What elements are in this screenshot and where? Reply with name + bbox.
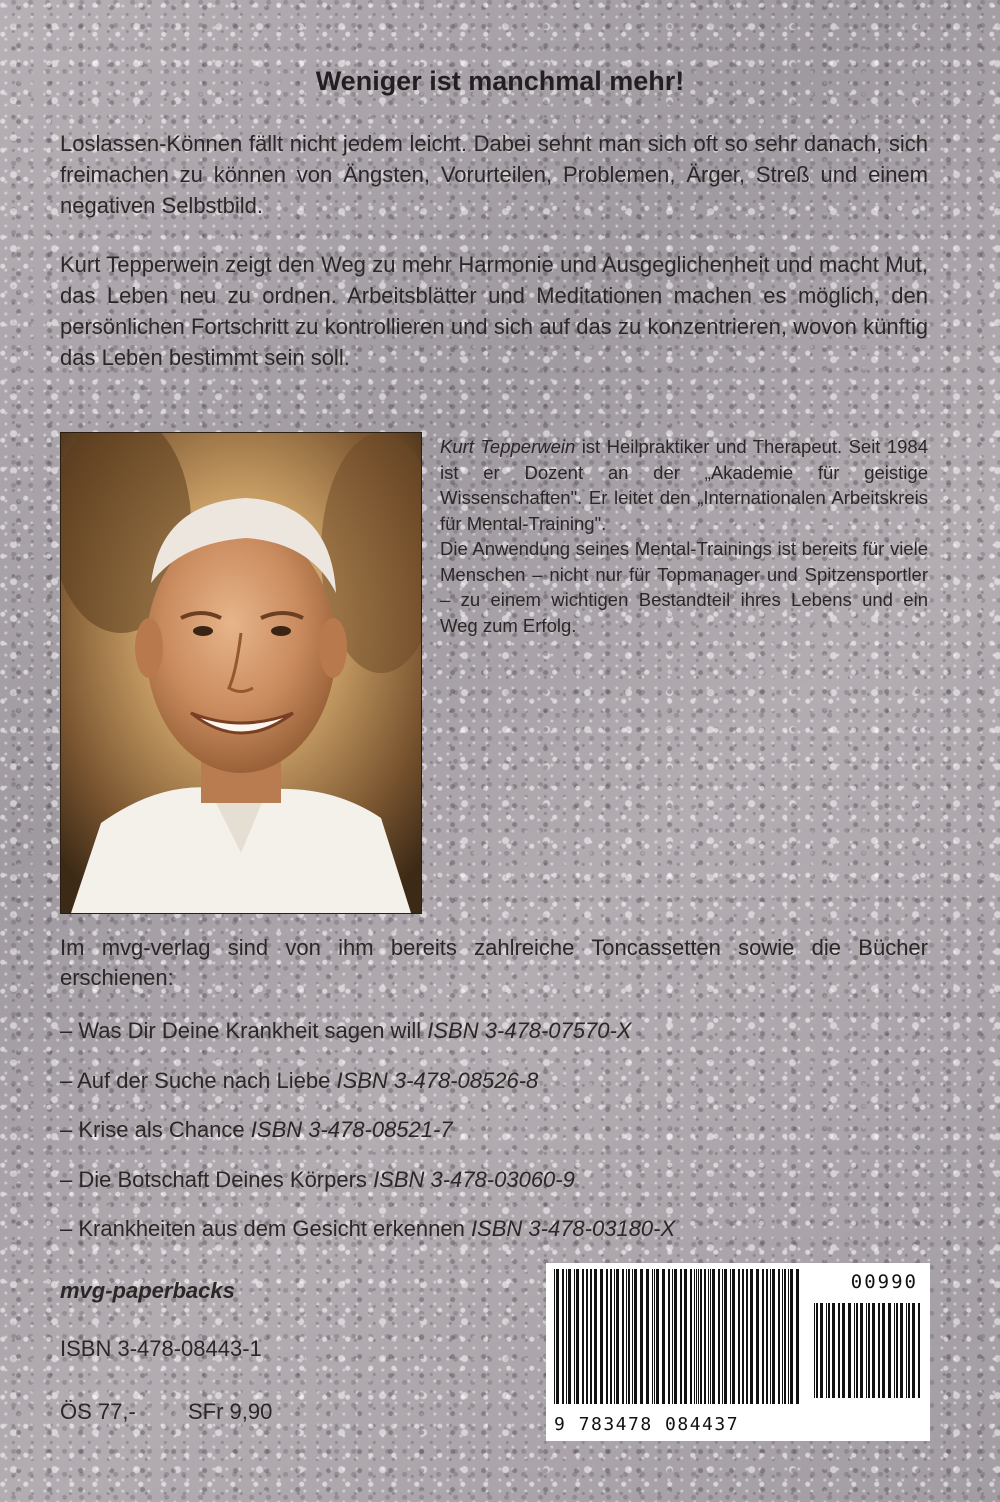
barcode-bar <box>590 1269 592 1404</box>
barcode-bar <box>674 1269 677 1404</box>
barcode-bar <box>860 1303 863 1398</box>
intro-paragraph-2: Kurt Tepperwein zeigt den Weg zu mehr Harmonie und Ausgeglichenheit und macht Mut, das Leben neu zu ordnen. Arbeitsblätter und Meditationen machen es möglich, den persönlichen Fortschritt zu kontrollieren und sich auf das zu konzentrieren, wovon künftig das Leben bestimmt sein soll. <box>60 252 928 370</box>
barcode-bar <box>856 1303 858 1398</box>
barcode-bar <box>698 1269 699 1404</box>
list-item <box>60 1204 960 1254</box>
barcode-bar <box>872 1303 875 1398</box>
barcode-bar <box>712 1269 715 1404</box>
barcode-bar <box>814 1303 815 1398</box>
barcode-bar <box>746 1269 748 1404</box>
barcode-bar <box>756 1269 759 1404</box>
barcode-bar <box>614 1269 615 1404</box>
barcode-bar <box>616 1269 619 1404</box>
barcode-bar <box>918 1303 920 1398</box>
barcode-bars <box>554 1269 804 1404</box>
barcode-bar <box>906 1303 907 1398</box>
barcode-price-code: 00990 <box>850 1271 918 1293</box>
book-isbn: ISBN 3-478-08526-8 <box>336 1067 539 1093</box>
author-photo <box>60 432 422 914</box>
barcode-bar <box>816 1303 818 1398</box>
author-name: Kurt Tepperwein <box>440 436 576 457</box>
series-name: mvg-paperbacks <box>60 1278 235 1303</box>
barcode-bar <box>600 1269 603 1404</box>
barcode-bar <box>606 1269 608 1404</box>
barcode-bar <box>708 1269 709 1404</box>
barcode-bar <box>696 1269 697 1404</box>
barcode-bar <box>788 1269 789 1404</box>
barcode-bar <box>784 1269 786 1404</box>
barcode-bar <box>652 1269 653 1404</box>
book-title: – Die Botschaft Deines Körpers <box>60 1166 367 1192</box>
barcode-bar <box>750 1269 753 1404</box>
barcode-bar <box>778 1269 780 1404</box>
barcode-bar <box>900 1303 903 1398</box>
list-item <box>60 1006 960 1056</box>
barcode-bar <box>622 1269 624 1404</box>
book-title: – Krankheiten aus dem Gesicht erkennen <box>60 1216 465 1241</box>
bio-text-1: ist Heilpraktiker und Therapeut. Seit 1984 ist er Dozent an der „Akademie für geistige Wissenschaften". Er leitet den „Internationalen Arbeitskreis für Mental-Training". <box>440 436 928 534</box>
book-isbn: ISBN 3-478-03060-9 <box>373 1166 575 1192</box>
barcode-digits: 9 783478 084437 <box>554 1414 740 1435</box>
barcode-bar <box>842 1303 845 1398</box>
barcode-bar <box>882 1303 885 1398</box>
barcode-bar <box>626 1269 627 1404</box>
intro-paragraph-1: Loslassen-Können fällt nicht jedem leicht. Dabei sehnt man sich oft so sehr danach, sich freimachen zu können von Ängsten, Vorurteilen, Problemen, Ärger, Streß und einem negativen Selbstbild. <box>60 131 928 218</box>
book-isbn: ISBN 3-478-07570-X <box>427 1018 632 1043</box>
barcode-bar <box>790 1269 793 1404</box>
list-item <box>60 1155 960 1205</box>
barcode-bar <box>680 1269 682 1404</box>
barcode-bar <box>724 1269 727 1404</box>
barcode-bar <box>554 1269 555 1404</box>
book-title: – Auf der Suche nach Liebe <box>60 1067 331 1093</box>
barcode-bar <box>634 1269 637 1404</box>
barcode-bar <box>694 1269 695 1404</box>
barcode-bar <box>866 1303 867 1398</box>
barcode-bar <box>668 1269 670 1404</box>
barcode-bar <box>718 1269 720 1404</box>
book-list <box>60 1006 960 1254</box>
book-isbn: ISBN 3-478-08521-7 <box>250 1117 453 1142</box>
bio-paragraph-1 <box>440 434 928 536</box>
headline: Weniger ist manchmal mehr! <box>315 66 685 96</box>
barcode-bar <box>908 1303 910 1398</box>
barcode-bar <box>556 1269 559 1404</box>
prices <box>60 1399 360 1425</box>
author-bio <box>440 434 928 638</box>
barcode-bar <box>576 1269 579 1404</box>
barcode-bar <box>732 1269 735 1404</box>
barcode-bar <box>586 1269 588 1404</box>
barcode-bar <box>832 1303 835 1398</box>
bio-paragraph-2: Die Anwendung seines Mental-Trainings ist bereits für viele Menschen – nicht nur für Topmanager und Spitzensportler – zu einem wichtigen Bestandteil ihres Lebens und ein Weg zum Erfolg. <box>440 538 928 636</box>
barcode-bar <box>848 1303 851 1398</box>
barcode-bar <box>654 1269 655 1404</box>
barcode-bar <box>610 1269 612 1404</box>
barcode-bar <box>762 1269 764 1404</box>
barcode-bar <box>566 1269 567 1404</box>
price-austria: ÖS 77,- <box>60 1399 136 1424</box>
barcode-bar <box>632 1269 633 1404</box>
books-intro: Im mvg-verlag sind von ihm bereits zahlreiche Toncassetten sowie die Bücher erschienen: <box>60 935 928 990</box>
barcode-bar <box>770 1269 771 1404</box>
barcode-bar <box>896 1303 898 1398</box>
barcode-bar <box>796 1269 799 1404</box>
barcode-bar <box>628 1269 630 1404</box>
book-title: – Krise als Chance <box>60 1117 245 1142</box>
barcode-bar <box>782 1269 783 1404</box>
barcode-bar <box>854 1303 855 1398</box>
barcode-addon-bars <box>814 1303 924 1398</box>
barcode-bar <box>826 1303 827 1398</box>
barcode-bar <box>662 1269 665 1404</box>
barcode-bar <box>772 1269 775 1404</box>
barcode-bar <box>710 1269 711 1404</box>
barcode-bar <box>838 1303 840 1398</box>
barcode-bar <box>888 1303 891 1398</box>
barcode-bar <box>738 1269 740 1404</box>
barcode-bar <box>574 1269 575 1404</box>
barcode-bar <box>568 1269 571 1404</box>
price-switzerland: SFr 9,90 <box>188 1399 273 1424</box>
barcode-bar <box>562 1269 564 1404</box>
barcode-bar <box>700 1269 702 1404</box>
barcode <box>546 1263 930 1441</box>
barcode-bar <box>684 1269 687 1404</box>
book-title: – Was Dir Deine Krankheit sagen will <box>60 1018 422 1043</box>
barcode-bar <box>742 1269 744 1404</box>
barcode-bar <box>766 1269 768 1404</box>
barcode-bar <box>704 1269 706 1404</box>
barcode-bar <box>640 1269 643 1404</box>
barcode-bar <box>594 1269 597 1404</box>
barcode-bar <box>690 1269 692 1404</box>
barcode-bar <box>672 1269 673 1404</box>
barcode-bar <box>868 1303 870 1398</box>
barcode-bar <box>912 1303 915 1398</box>
barcode-bar <box>820 1303 823 1398</box>
barcode-bar <box>828 1303 830 1398</box>
barcode-bar <box>730 1269 731 1404</box>
barcode-bar <box>878 1303 880 1398</box>
list-item <box>60 1105 960 1155</box>
barcode-bar <box>656 1269 659 1404</box>
list-item <box>60 1056 960 1106</box>
author-portrait-illustration <box>61 433 421 913</box>
barcode-bar <box>646 1269 649 1404</box>
barcode-bar <box>582 1269 584 1404</box>
barcode-bar <box>894 1303 895 1398</box>
book-isbn-main: ISBN 3-478-08443-1 <box>60 1336 262 1361</box>
barcode-bar <box>722 1269 723 1404</box>
book-isbn: ISBN 3-478-03180-X <box>470 1216 676 1241</box>
